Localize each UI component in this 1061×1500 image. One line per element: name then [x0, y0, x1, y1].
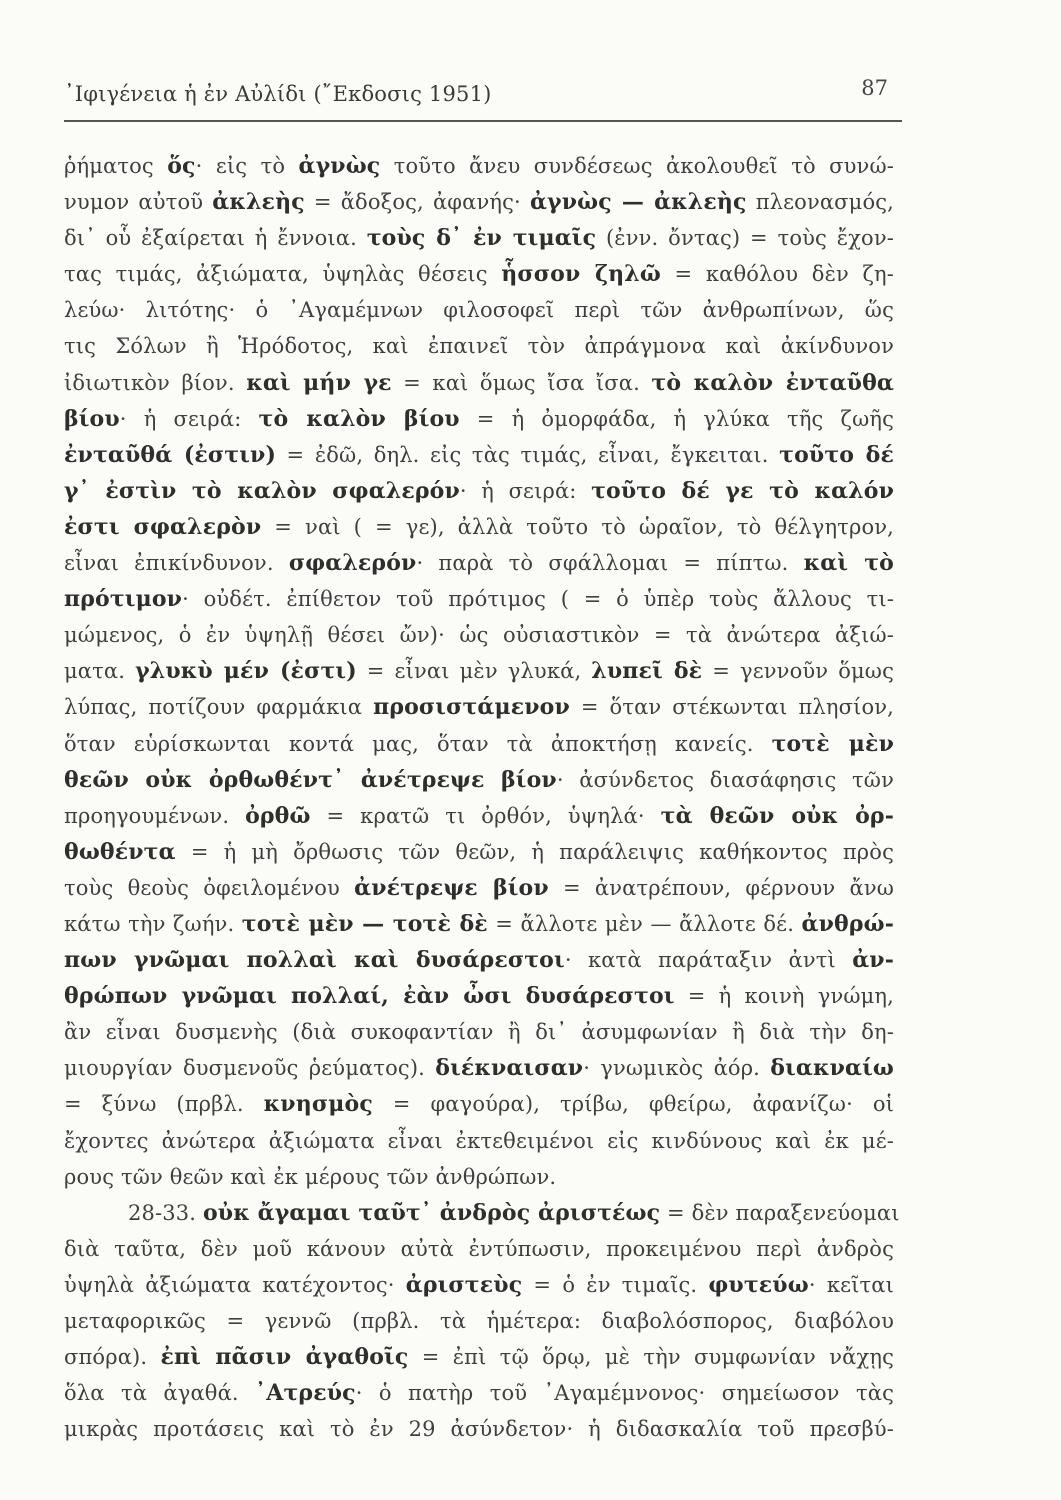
gloss-text: · κατὰ παράταξιν ἀντὶ [564, 948, 853, 973]
gloss-text: ἔχοντες ἀνώτερα ἀξιώματα εἶναι ἐκτεθειμένοι εἰς κινδύνους καὶ ἐκ μέ- [64, 1128, 894, 1153]
gloss-text: · ἡ σειρά: [119, 406, 259, 431]
page-number: 87 [861, 76, 888, 100]
lemma: θωθέντα [64, 838, 176, 865]
lemma: τοτὲ μὲν [771, 730, 894, 757]
gloss-text: = ἡ μὴ ὄρθωσις τῶν θεῶν, ἡ παράλειψις καθήκοντος πρὸς [175, 839, 894, 864]
lemma: λυπεῖ δὲ [591, 658, 703, 685]
lemma: ἀνθρώ- [801, 910, 895, 937]
text-line [64, 834, 894, 870]
text-line [64, 1014, 894, 1050]
gloss-text: ρους τῶν θεῶν καὶ ἐκ μέρους τῶν ἀνθρώπων. [64, 1164, 557, 1189]
lemma: τοτὲ μὲν — τοτὲ δὲ [241, 910, 488, 937]
header-rule [64, 120, 902, 122]
gloss-text: = ἡ ὀμορφάδα, ἡ γλύκα τῆς ζωῆς [459, 406, 894, 431]
lemma: ὀρθῶ [245, 802, 311, 829]
gloss-text: · ὁ πατὴρ τοῦ ᾿Αγαμέμνονος· σημείωσον τὰς [355, 1381, 894, 1406]
lemma: ἀγνὼς — ἀκλεὴς [529, 189, 747, 216]
text-line [64, 798, 894, 834]
gloss-text: ἂν εἶναι δυσμενὴς (διὰ συκοφαντίαν ἢ δι᾿ ἀσυμφωνίαν ἢ διὰ τὴν δη- [64, 1020, 894, 1045]
gloss-text: νυμον αὐτοῦ [64, 190, 213, 215]
gloss-text: = ἄδοξος, ἀφανής· [304, 190, 530, 215]
lemma: καὶ μήν γε [246, 369, 392, 396]
lemma: καὶ τὸ [803, 550, 895, 577]
text-line [64, 906, 894, 942]
lemma: ἐνταῦθά (ἐστιν) [64, 441, 276, 468]
gloss-text: διὰ ταῦτα, δὲν μοῦ κάνουν αὐτὰ ἐντύπωσιν, προκειμένου περὶ ἀνδρὸς [64, 1236, 894, 1261]
gloss-text: λύπας, ποτίζουν φαρμάκια [64, 695, 374, 720]
lemma: πρότιμον [64, 586, 183, 613]
gloss-text: = καὶ ὅμως ἴσα ἴσα. [391, 370, 652, 395]
gloss-text: · κεῖται [808, 1272, 894, 1297]
text-line [64, 689, 894, 725]
gloss-text: = ἀνατρέπουν, φέρνουν ἄνω [548, 875, 895, 900]
gloss-text: λεύω· λιτότης· ὁ ᾿Αγαμέμνων φιλοσοφεῖ περὶ τῶν ἀνθρωπίνων, ὥς [64, 298, 894, 323]
lemma: ἐπὶ πᾶσιν ἀγαθοῖς [160, 1344, 409, 1371]
text-line [64, 617, 894, 653]
gloss-text: (ἐνν. ὄντας) = τοὺς ἔχον- [596, 226, 894, 251]
text-line [64, 1303, 894, 1339]
gloss-text: = φαγούρα), τρίβω, φθείρω, ἀφανίζω· οἱ [372, 1092, 894, 1117]
text-line [64, 1267, 894, 1303]
gloss-text: σπόρα). [64, 1345, 161, 1370]
lemma: τὸ καλὸν ἐνταῦθα [651, 369, 894, 396]
text-line [64, 256, 894, 292]
gloss-text: μιουργίαν δυσμενοῦς ῥεύματος). [64, 1056, 436, 1081]
gloss-text: δι᾿ οὗ ἐξαίρεται ἡ ἔννοια. [64, 226, 367, 251]
lemma: τοῦτο δέ γε τὸ καλόν [591, 477, 894, 504]
gloss-text: = ἐπὶ τῷ ὅρῳ, μὲ τὴν συμφωνίαν νἄχῃς [408, 1345, 894, 1370]
gloss-text: 28-33. [128, 1200, 203, 1225]
lemma: τοῦτο δέ [779, 441, 894, 468]
gloss-text: τας τιμάς, ἀξιώματα, ὑψηλὰς θέσεις [64, 262, 502, 287]
gloss-text: · ἀσύνδετος διασάφησις τῶν [556, 767, 894, 792]
text-line [64, 184, 894, 220]
lemma: διέκναισαν [435, 1055, 584, 1082]
lemma: τοὺς δ᾿ ἐν τιμαῖς [366, 225, 597, 252]
text-line [64, 292, 894, 328]
gloss-text: = κρατῶ τι ὀρθόν, ὑψηλά· [310, 803, 661, 828]
text-line [64, 1050, 894, 1086]
gloss-text: = δὲν παραξενεύομαι [660, 1200, 900, 1225]
gloss-text: · εἰς τὸ [195, 154, 299, 178]
text-line [64, 726, 894, 762]
text-line [64, 509, 894, 545]
gloss-text: πλεονασμός, [746, 190, 894, 215]
gloss-text: τοὺς θεοὺς ὀφειλομένου [64, 875, 355, 900]
text-line [64, 1339, 894, 1375]
page-header [64, 76, 894, 120]
gloss-text: μεταφορικῶς = γεννῶ (πρβλ. τὰ ἡμέτερα: διαβολόσπορος, διαβόλου [64, 1309, 894, 1333]
text-line [64, 148, 894, 184]
text-line [64, 220, 894, 256]
gloss-text: = ἄλλοτε μὲν — ἄλλοτε δέ. [487, 911, 802, 936]
lemma: ἀκλεὴς [212, 189, 305, 216]
lemma: ἀνέτρεψε βίον [354, 874, 549, 901]
gloss-text: = ναὶ ( = γε), ἀλλὰ τοῦτο τὸ ὡραῖον, τὸ θέλγητρον, [261, 514, 894, 539]
gloss-text: = ἐδῶ, δηλ. εἰς τὰς τιμάς, εἶναι, ἔγκειται. [276, 442, 780, 467]
lemma: ἧσσον ζηλῶ [501, 261, 661, 288]
gloss-text: · γνωμικὸς ἀόρ. [583, 1056, 771, 1081]
commentary-text [64, 148, 900, 1447]
gloss-text: = ξύνω (πρβλ. [64, 1092, 264, 1117]
lemma: οὐκ ἄγαμαι ταῦτ᾿ ἀνδρὸς ἀριστέως [202, 1199, 661, 1226]
text-line [64, 942, 894, 978]
gloss-text: τις Σόλων ἢ Ἡρόδοτος, καὶ ἐπαινεῖ τὸν ἀπράγμονα καὶ ἀκίνδυνον [64, 334, 894, 359]
text-line [64, 653, 894, 689]
text-line [64, 401, 894, 437]
text-line [64, 1231, 894, 1267]
lemma: πων γνῶμαι πολλαὶ καὶ δυσάρεστοι [64, 947, 565, 974]
lemma: ἀγνὼς [298, 153, 381, 179]
lemma: ὅς [167, 153, 196, 179]
lemma: ᾿Ατρεύς [255, 1380, 356, 1407]
text-line [64, 473, 894, 509]
gloss-text: ὅλα τὰ ἀγαθά. [64, 1381, 256, 1406]
lemma: θεῶν οὐκ ὀρθωθέντ᾿ ἀνέτρεψε βίον [64, 766, 557, 793]
gloss-text: ματα. [64, 659, 136, 684]
text-line [64, 437, 894, 473]
gloss-text: ἰδιωτικὸν βίον. [64, 370, 247, 395]
lemma: γ᾿ ἐστὶν τὸ καλὸν σφαλερόν [64, 477, 460, 504]
gloss-text: · οὐδέτ. ἐπίθετον τοῦ πρότιμος ( = ὁ ὑπὲρ τοὺς ἄλλους τι- [182, 587, 894, 612]
gloss-text: · παρὰ τὸ σφάλλομαι = πίπτω. [416, 551, 804, 576]
gloss-text: κάτω τὴν ζωήν. [64, 911, 242, 936]
lemma: ἀν- [852, 947, 894, 974]
lemma: γλυκὺ μέν (ἐστι) [135, 658, 357, 685]
lemma: προσιστάμενον [373, 694, 570, 721]
text-line [64, 328, 894, 364]
gloss-text: ὅταν εὑρίσκωνται κοντά μας, ὅταν τὰ ἀποκτήσῃ κανείς. [64, 731, 772, 756]
text-line [64, 1195, 900, 1231]
text-line [64, 581, 894, 617]
text-line [64, 762, 894, 798]
lemma: τὸ καλὸν βίου [258, 405, 460, 432]
lemma: βίου [64, 405, 120, 432]
lemma: ἀριστεὺς [405, 1271, 523, 1298]
gloss-text: μώμενος, ὁ ἐν ὑψηλῇ θέσει ὤν)· ὡς οὐσιαστικὸν = τὰ ἀνώτερα ἀξιώ- [64, 623, 894, 648]
gloss-text: ῥήματος [64, 154, 168, 178]
lemma: τὰ θεῶν οὐκ ὀρ- [660, 802, 894, 829]
gloss-text: μικρὰς προτάσεις καὶ τὸ ἐν 29 ἀσύνδετον· ἡ διδασκαλία τοῦ πρεσβύ- [64, 1417, 894, 1442]
text-line [64, 978, 894, 1014]
text-line [64, 1123, 894, 1159]
lemma: φυτεύω [708, 1271, 809, 1298]
lemma: διακναίω [770, 1055, 894, 1082]
gloss-text: = ὅταν στέκωνται πλησίον, [569, 695, 894, 720]
gloss-text: προηγουμένων. [64, 803, 246, 828]
text-line [64, 870, 894, 906]
gloss-text: ὑψηλὰ ἀξιώματα κατέχοντος· [64, 1272, 406, 1297]
text-line [64, 1086, 894, 1122]
gloss-text: = εἶναι μὲν γλυκά, [356, 659, 592, 684]
gloss-text: τοῦτο ἄνευ συνδέσεως ἀκολουθεῖ τὸ συνώ- [380, 154, 894, 178]
lemma: κνησμὸς [263, 1091, 373, 1118]
text-line [64, 365, 894, 401]
gloss-text: = ὁ ἐν τιμαῖς. [522, 1272, 709, 1297]
gloss-text: = γεννοῦν ὅμως [702, 659, 894, 684]
gloss-text: · ἡ σειρά: [459, 478, 592, 503]
text-line [64, 1375, 894, 1411]
lemma: ἐστι σφαλερὸν [64, 513, 262, 540]
running-title: ᾿Ιφιγένεια ἡ ἐν Αὐλίδι (῎Εκδοσις 1951) [64, 82, 492, 106]
lemma: θρώπων γνῶμαι πολλαί, ἐὰν ὦσι δυσάρεστοι [64, 983, 675, 1010]
gloss-text: εἶναι ἐπικίνδυνον. [64, 551, 289, 576]
text-line [64, 545, 894, 581]
lemma: σφαλερόν [288, 550, 417, 577]
text-line [64, 1159, 894, 1195]
gloss-text: = ἡ κοινὴ γνώμη, [674, 984, 894, 1009]
text-line [64, 1411, 894, 1447]
gloss-text: = καθόλου δὲν ζη- [660, 262, 894, 287]
